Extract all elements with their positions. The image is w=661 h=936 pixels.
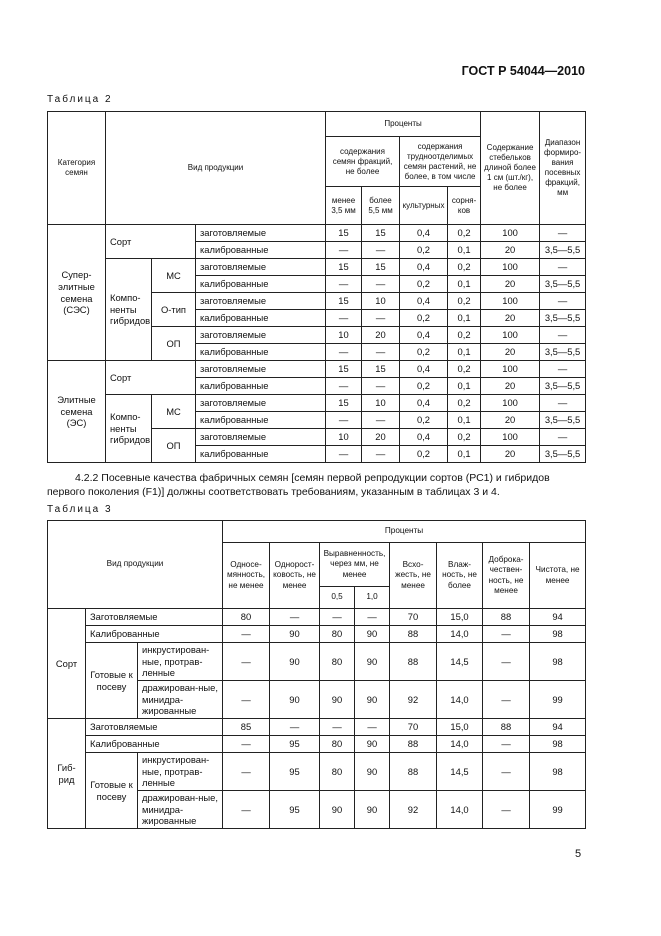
type-ms: МС <box>152 395 196 429</box>
cat-super: Супер-элитные семена (СЭС) <box>48 225 106 361</box>
th-range: Диапазон формиро-вания посевных фракций, мм <box>540 112 586 225</box>
th-10: 1,0 <box>355 587 390 609</box>
table-row: дражирован-ные, минидра-жированные — 95 90 90 92 14,0 — 99 <box>48 791 586 829</box>
th-percent: Проценты <box>223 521 586 543</box>
type-op: ОП <box>152 327 196 361</box>
th-product: Вид продукции <box>48 521 223 609</box>
table2-caption: Таблица 2 <box>47 94 113 105</box>
th-col: Влаж-ность, не более <box>437 543 483 609</box>
th-col: Выравненность, через мм, не менее <box>320 543 390 587</box>
table-row: калиброванные — — 0,2 0,1 20 3,5—5,5 <box>48 242 586 259</box>
table-row: ОП заготовляемые 10 20 0,4 0,2 100 — <box>48 327 586 344</box>
table-row: Готовые к посеву инкрустирован-ные, протрав-ленные — 95 80 90 88 14,5 — 98 <box>48 753 586 791</box>
th-05: 0,5 <box>320 587 355 609</box>
table-2 <box>47 111 586 463</box>
th-col: Доброка-чествен-ность, не менее <box>483 543 530 609</box>
th-col: Односе-мянность, не менее <box>223 543 270 609</box>
th-fractions: содержания семян фракций, не более <box>326 137 400 187</box>
product-hybrid: Компо-ненты гибридов <box>106 259 152 361</box>
group-ready: Готовые к посеву <box>86 753 138 829</box>
table-row: калиброванные — — 0,2 0,1 20 3,5—5,5 <box>48 378 586 395</box>
table-row: ОП заготовляемые 10 20 0,4 0,2 100 — <box>48 429 586 446</box>
page-number: 5 <box>575 848 582 860</box>
table-row: Готовые к посеву инкрустирован-ные, протрав-ленные — 90 80 90 88 14,5 — 98 <box>48 643 586 681</box>
th-hard: содержания трудноотделимых семян растений, не более, в том числе <box>400 137 481 187</box>
th-more: более 5,5 мм <box>362 187 400 225</box>
table-row: Гиб-рид Заготовляемые 85 — — — 70 15,0 88 94 <box>48 719 586 736</box>
table-row: дражирован-ные, минидра-жированные — 90 90 90 92 14,0 — 99 <box>48 681 586 719</box>
product-sort: Сорт <box>106 225 196 259</box>
product-sort: Сорт <box>106 361 196 395</box>
th-weed: сорня-ков <box>448 187 481 225</box>
table-row: Элитные семена (ЭС) Сорт заготовляемые 15 15 0,4 0,2 100 — <box>48 361 586 378</box>
table-row: Калиброванные — 90 80 90 88 14,0 — 98 <box>48 626 586 643</box>
table3-caption: Таблица 3 <box>47 504 113 515</box>
table-row: Калиброванные — 95 80 90 88 14,0 — 98 <box>48 736 586 753</box>
type-otype: О-тип <box>152 293 196 327</box>
table-row: О-тип заготовляемые 15 10 0,4 0,2 100 — <box>48 293 586 310</box>
group-ready: Готовые к посеву <box>86 643 138 719</box>
paragraph-4-2-2 <box>47 471 585 499</box>
document-header: ГОСТ Р 54044—2010 <box>461 64 585 78</box>
table-row: Сорт Заготовляемые 80 — — — 70 15,0 88 94 <box>48 609 586 626</box>
table-row: Компо-ненты гибридов МС заготовляемые 15 15 0,4 0,2 100 — <box>48 259 586 276</box>
th-less: менее 3,5 мм <box>326 187 362 225</box>
table-row: Супер-элитные семена (СЭС) Сорт заготовляемые 15 15 0,4 0,2 100 — <box>48 225 586 242</box>
group-sort: Сорт <box>48 609 86 719</box>
type-op: ОП <box>152 429 196 463</box>
table-row: калиброванные — — 0,2 0,1 20 3,5—5,5 <box>48 412 586 429</box>
table-row: Компо-ненты гибридов МС заготовляемые 15 10 0,4 0,2 100 — <box>48 395 586 412</box>
th-cult: культурных <box>400 187 448 225</box>
table-row: калиброванные — — 0,2 0,1 20 3,5—5,5 <box>48 310 586 327</box>
cat-elite: Элитные семена (ЭС) <box>48 361 106 463</box>
table-3 <box>47 520 586 829</box>
th-col: Однорост-ковость, не менее <box>270 543 320 609</box>
table-row: калиброванные — — 0,2 0,1 20 3,5—5,5 <box>48 446 586 463</box>
table-row: калиброванные — — 0,2 0,1 20 3,5—5,5 <box>48 344 586 361</box>
product-hybrid: Компо-ненты гибридов <box>106 395 152 463</box>
group-hybrid: Гиб-рид <box>48 719 86 829</box>
table-row: калиброванные — — 0,2 0,1 20 3,5—5,5 <box>48 276 586 293</box>
paragraph-line: 4.2.2 Посевные качества фабричных семян [семян первой репродукции сортов (РС1) и гибридов <box>75 472 550 484</box>
th-col: Чистота, не менее <box>530 543 586 609</box>
th-product: Вид продукции <box>106 112 326 225</box>
th-percent: Проценты <box>326 112 481 137</box>
type-ms: МС <box>152 259 196 293</box>
th-category: Категория семян <box>48 112 106 225</box>
th-stalk: Содержание стебельков длиной более 1 см (шт./кг), не более <box>481 112 540 225</box>
paragraph-line: первого поколения (F1)] должны соответствовать требованиям, указанным в таблицах 3 и 4. <box>47 486 500 498</box>
th-col: Всхо-жесть, не менее <box>390 543 437 609</box>
